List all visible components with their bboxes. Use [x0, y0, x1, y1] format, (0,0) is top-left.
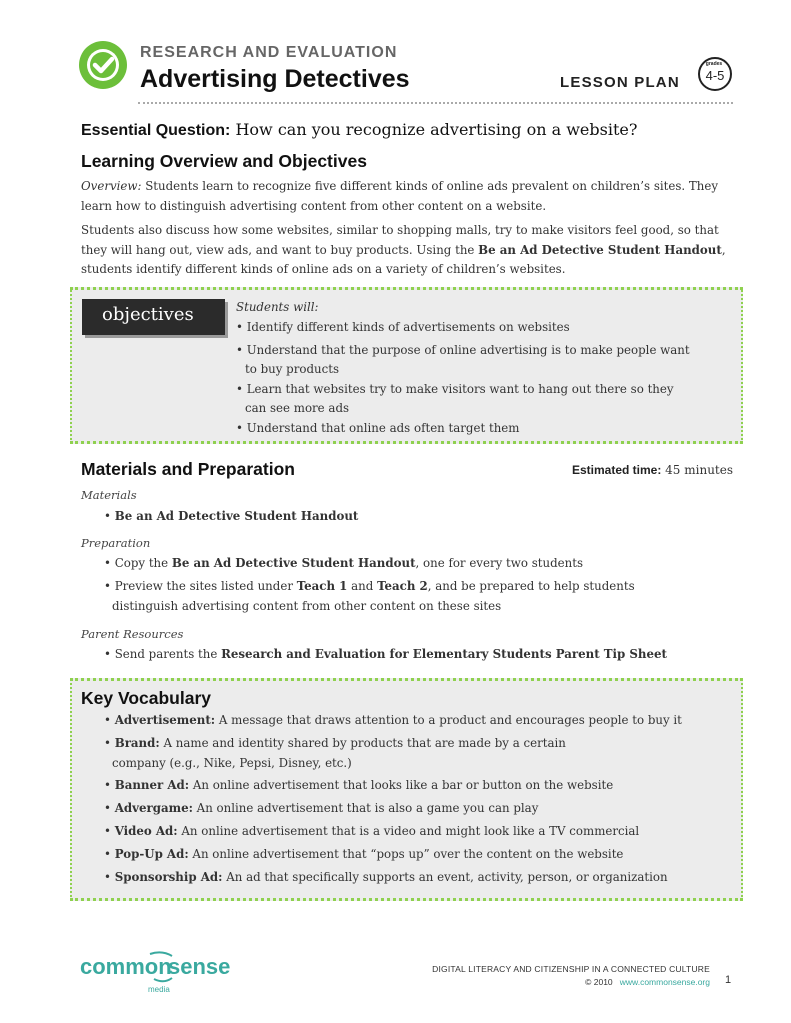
page-number: 1 [725, 974, 732, 986]
footer-tagline: DIGITAL LITERACY AND CITIZENSHIP IN A CONNECTED CULTURE [432, 964, 710, 974]
vocab-item: • Banner Ad: An online advertisement that looks like a bar or button on the website [104, 778, 614, 792]
vocab-item: • Pop-Up Ad: An online advertisement that “pops up” over the content on the website [104, 847, 624, 861]
overview-text: Students learn to recognize five different kinds of online ads prevalent on children’s sites. They learn how to distinguish advertising content from other content on a website. [81, 179, 719, 213]
objectives-intro: Students will: [236, 300, 319, 314]
vocab-item: • Brand: A name and identity shared by products that are made by a certain company (e.g., Nike, Pepsi, Disney, etc.) [104, 736, 566, 770]
essential-question [81, 120, 637, 140]
objective-item: • Understand that the purpose of online advertising is to make people want to buy products [236, 343, 690, 376]
objectives-tab [82, 299, 225, 335]
footer-url-link[interactable]: www.commonsense.org [619, 977, 710, 987]
preparation-item: • Copy the Be an Ad Detective Student Handout, one for every two students [104, 556, 584, 570]
overview-p2-text: Students also discuss how some websites, similar to shopping malls, try to make visitors feel good, so that they will hang out, view ads, and want to buy products. Using the [81, 223, 719, 257]
overview-paragraph-2 [81, 221, 733, 280]
subject-title: RESEARCH AND EVALUATION [140, 44, 398, 61]
copyright-text: © 2010 [585, 977, 613, 987]
preparation-label: Preparation [81, 536, 151, 550]
essential-question-text: How can you recognize advertising on a website? [230, 120, 638, 139]
objective-item: • Understand that online ads often target them [236, 421, 520, 435]
grades-value: 4-5 [705, 68, 725, 83]
estimated-time [572, 463, 733, 477]
common-sense-media-logo [80, 948, 240, 996]
vocab-item: • Advergame: An online advertisement that is also a game you can play [104, 801, 539, 815]
logo-media-text: media [148, 985, 170, 994]
materials-heading: Materials and Preparation [81, 459, 295, 479]
page-title: Advertising Detectives [140, 65, 410, 93]
objectives-tab-label: objectives [102, 304, 194, 325]
materials-item: • Be an Ad Detective Student Handout [104, 509, 359, 523]
parent-resources-label: Parent Resources [81, 627, 184, 641]
grade-badge-icon [697, 56, 733, 92]
materials-label: Materials [81, 488, 137, 502]
footer-copyright [585, 977, 710, 987]
overview-paragraph [81, 177, 733, 216]
preparation-item: • Preview the sites listed under Teach 1 and Teach 2, and be prepared to help students distinguish advertising content from other content on these sites [104, 579, 635, 613]
overview-p2-text-end: , students identify different kinds of online ads on a variety of children’s websites. [81, 242, 726, 276]
vocab-item: • Advertisement: A message that draws attention to a product and encourages people to buy it [104, 713, 682, 727]
vocab-item: • Sponsorship Ad: An ad that specifically supports an event, activity, person, or organization [104, 870, 668, 884]
vocabulary-heading: Key Vocabulary [81, 688, 212, 708]
objective-item: • Learn that websites try to make visitors want to hang out there so they can see more ads [236, 382, 674, 415]
grades-label: grades [705, 61, 723, 67]
vocab-item: • Video Ad: An online advertisement that is a video and might look like a TV commercial [104, 824, 640, 838]
header-divider [138, 102, 733, 104]
handout-reference: Be an Ad Detective Student Handout [478, 242, 722, 257]
estimated-time-value: 45 minutes [661, 463, 733, 477]
essential-question-label: Essential Question: [81, 122, 231, 139]
overview-heading: Learning Overview and Objectives [81, 151, 367, 171]
parent-resources-item: • Send parents the Research and Evaluation for Elementary Students Parent Tip Sheet [104, 647, 667, 661]
overview-label: Overview: [81, 179, 142, 193]
objective-item: • Identify different kinds of advertisements on websites [236, 320, 570, 334]
logo-common-text: common [80, 954, 172, 979]
logo-sense-text: sense [168, 954, 231, 979]
estimated-time-label: Estimated time: [571, 463, 662, 477]
lesson-plan-label: LESSON PLAN [560, 74, 680, 91]
checkmark-logo-icon [78, 40, 128, 90]
